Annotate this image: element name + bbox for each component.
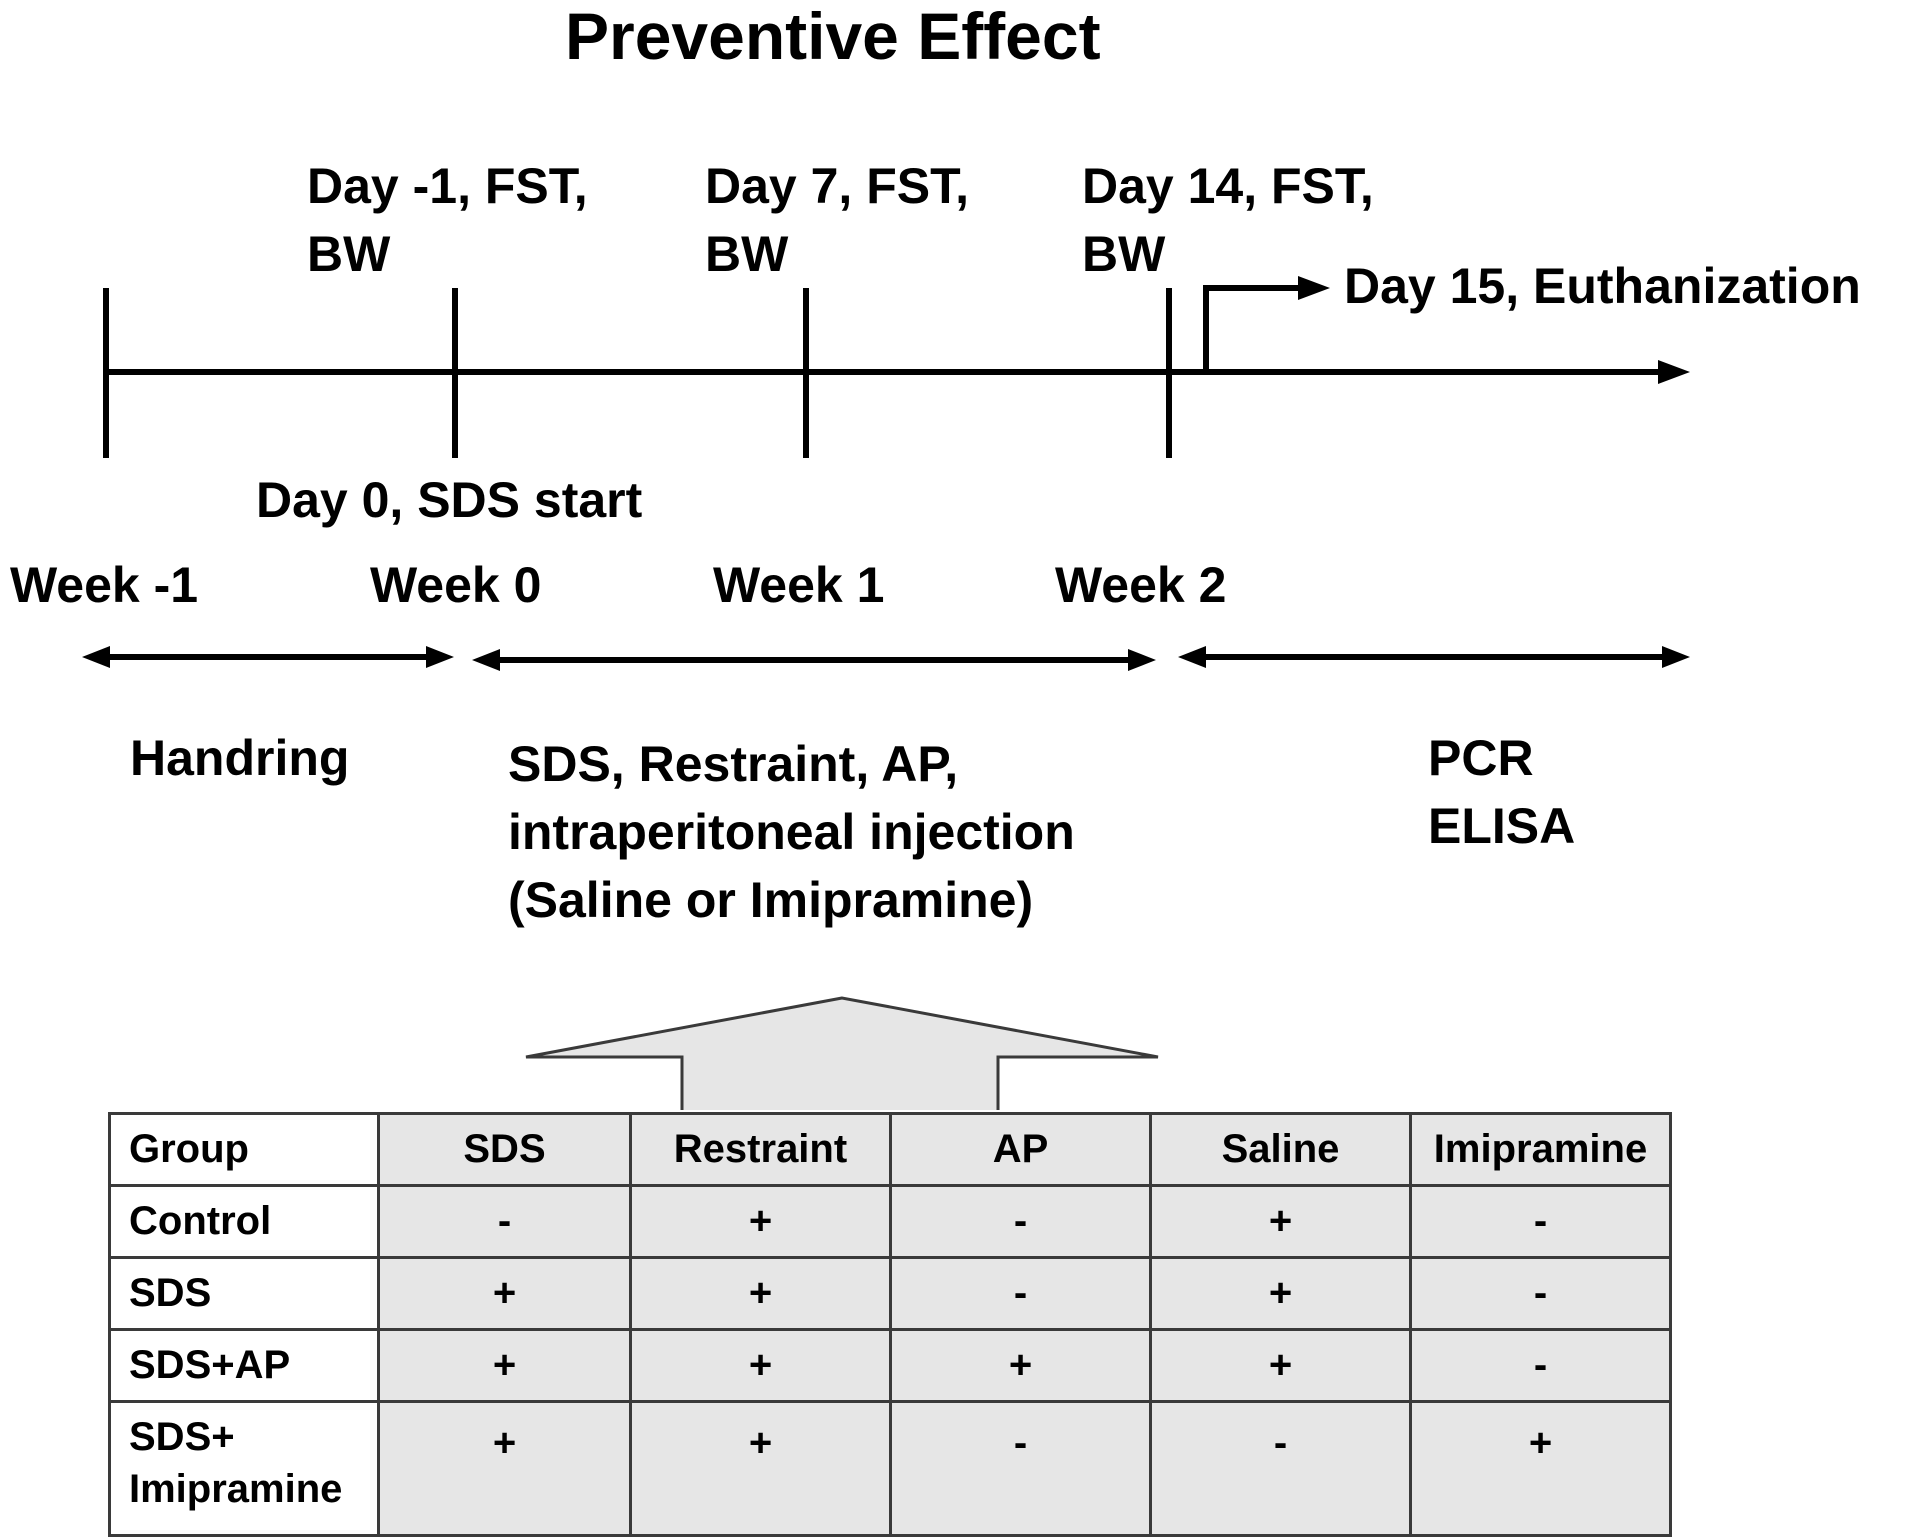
table-header-sds: SDS (379, 1114, 631, 1186)
event-day15-euthanization-label: Day 15, Euthanization (1344, 258, 1861, 314)
table-cell: + (1411, 1402, 1671, 1536)
event-day7-label: Day 7, FST, BW (705, 158, 969, 282)
week-label: Week -1 (10, 557, 199, 613)
event-day-minus1-label: Day -1, FST, BW (307, 158, 588, 282)
table-cell: + (379, 1402, 631, 1536)
table-header-group: Group (110, 1114, 379, 1186)
week-label: Week 1 (713, 557, 885, 613)
table-cell: + (631, 1330, 891, 1402)
table-header-saline: Saline (1151, 1114, 1411, 1186)
table-header-imipramine: Imipramine (1411, 1114, 1671, 1186)
phase-treatment-label: SDS, Restraint, AP, intraperitoneal injection (Saline or Imipramine) (508, 736, 1075, 928)
table-header-row (110, 1114, 1671, 1186)
table-row (110, 1258, 1671, 1330)
table-cell: - (891, 1258, 1151, 1330)
table-row-group: SDS+AP (110, 1330, 379, 1402)
group-table (108, 1112, 1672, 1537)
table-row-group: Control (110, 1186, 379, 1258)
event-day14-label: Day 14, FST, BW (1082, 158, 1374, 282)
table-header-ap: AP (891, 1114, 1151, 1186)
table-cell: - (1411, 1258, 1671, 1330)
table-cell: + (379, 1258, 631, 1330)
diagram-title: Preventive Effect (565, 0, 1101, 73)
table-row (110, 1402, 1671, 1536)
week-label: Week 2 (1055, 557, 1227, 613)
table-row (110, 1186, 1671, 1258)
table-cell: - (891, 1402, 1151, 1536)
table-header-restraint: Restraint (631, 1114, 891, 1186)
table-cell: - (1411, 1186, 1671, 1258)
table-row-group: SDS (110, 1258, 379, 1330)
phase-handling-label: Handring (130, 730, 350, 786)
phase-analysis-label: PCR ELISA (1428, 730, 1576, 854)
table-cell: + (1151, 1330, 1411, 1402)
euthanization-arrow (1206, 288, 1300, 372)
table-cell: + (631, 1402, 891, 1536)
table-cell: + (379, 1330, 631, 1402)
table-row (110, 1330, 1671, 1402)
table-cell: - (891, 1186, 1151, 1258)
table-pointer-arrow (526, 998, 1158, 1110)
table-row-group: SDS+ Imipramine (110, 1402, 379, 1536)
table-cell: - (379, 1186, 631, 1258)
table-cell: + (1151, 1258, 1411, 1330)
table-cell: - (1151, 1402, 1411, 1536)
event-day0-label: Day 0, SDS start (256, 472, 643, 528)
table-cell: + (631, 1258, 891, 1330)
table-cell: + (1151, 1186, 1411, 1258)
table-cell: + (891, 1330, 1151, 1402)
table-cell: + (631, 1186, 891, 1258)
table-cell: - (1411, 1330, 1671, 1402)
week-label: Week 0 (370, 557, 542, 613)
